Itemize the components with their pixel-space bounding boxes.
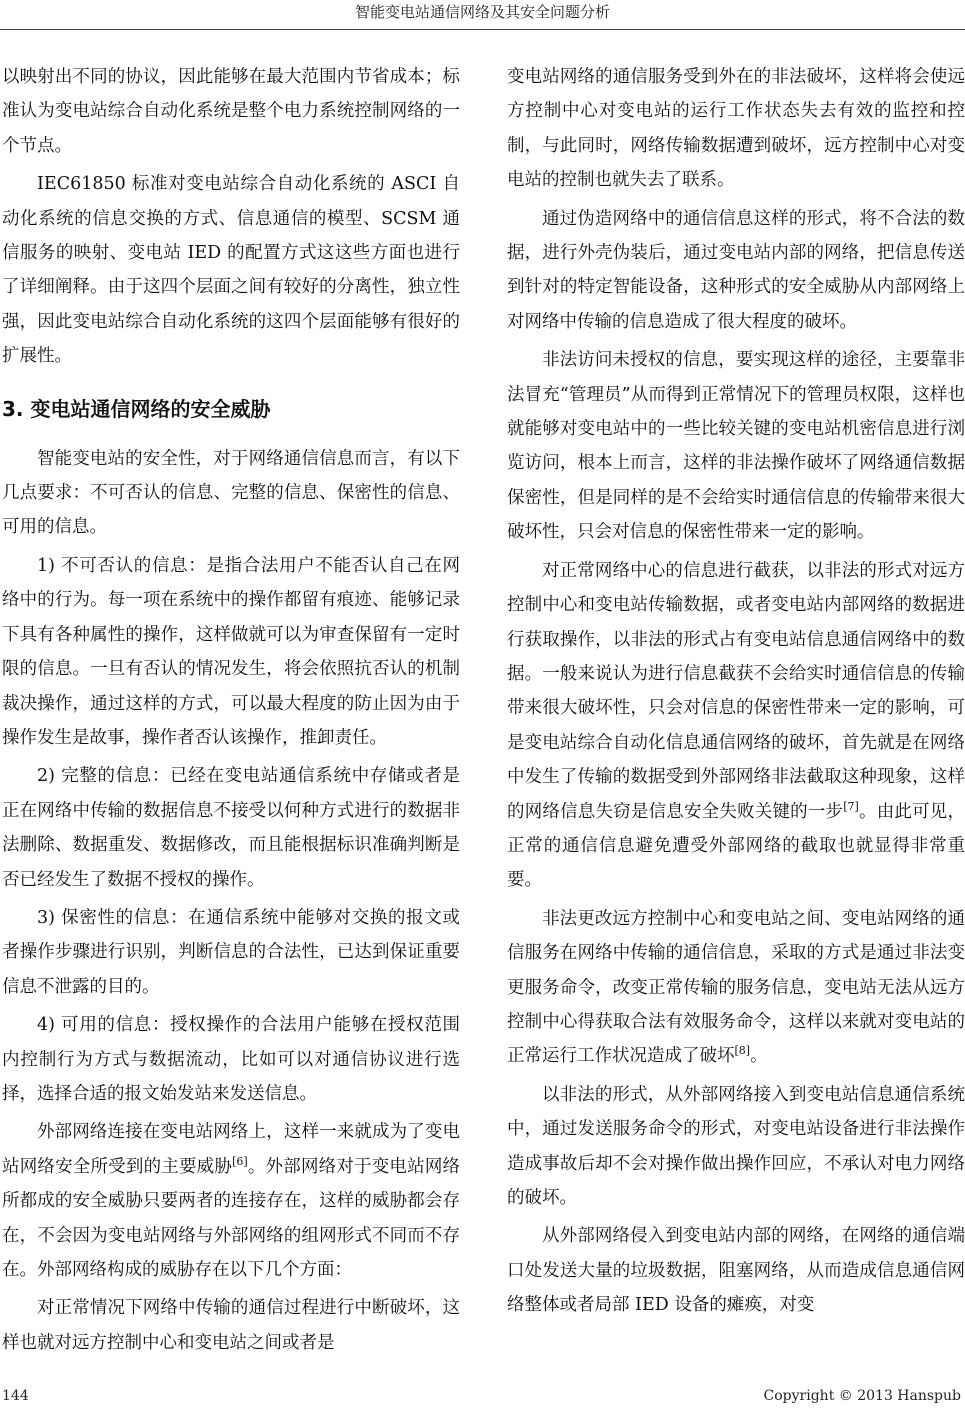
paragraph	[507, 554, 965, 898]
paragraph: 以非法的形式，从外部网络接入到变电站信息通信系统中，通过发送服务命令的形式，对变电站设备进行非法操作造成事故后却不会对操作做出操作回应，不承认对电力网络的破坏。	[507, 1084, 965, 1208]
running-header-title: 智能变电站通信网络及其安全问题分析	[354, 3, 610, 21]
paragraph-text: 。由此可见，正常的通信信息避免遭受外部网络的截取也就显得非常重要。	[507, 801, 965, 891]
running-header	[0, 0, 965, 30]
paragraph: 非法访问未授权的信息，要实现这样的途径，主要靠非法冒充“管理员”从而得到正常情况下的管理员权限，这样也就能够对变电站中的一些比较关键的变电站机密信息进行浏览访问，根本上而言，这样的非法操作破坏了网络通信数据保密性，但是同样的是不会给实时通信信息的传输带来很大破坏性，只会对信息的保密性带来一定的影响。	[507, 350, 965, 543]
paragraph: IEC61850 标准对变电站综合自动化系统的 ASCI 自动化系统的信息交换的方式、信息通信的模型、SCSM 通信服务的映射、变电站 IED 的配置方式这这些方面也进行了详细阐释。由于这四个层面之间有较好的分离性，独立性强，因此变电站综合自动化系统的这四个层面能够有很好的扩展性。	[2, 174, 460, 367]
right-column	[507, 60, 965, 1327]
paragraph-text: 对正常网络中心的信息进行截获，以非法的形式对远方控制中心和变电站传输数据，或者变电站内部网络的数据进行获取操作，以非法的形式占有变电站信息通信网络中的数据。一般来说认为进行信息截获不会给实时通信信息的传输带来很大破坏性，只会对信息的保密性带来一定的影响，可是变电站综合自动化信息通信网络的破坏，首先就是在网络中发生了传输的数据受到外部网络非法截取这种现象，这样的网络信息失窃是信息安全失败关键的一步	[507, 560, 965, 822]
paragraph: 4) 可用的信息：授权操作的合法用户能够在授权范围内控制行为方式与数据流动，比如可以对通信协议进行选择，选择合适的报文始发站来发送信息。	[2, 1015, 460, 1104]
paragraph-text: 外部网络连接在变电站网络上，这样一来就成为了变电站网络安全所受到的主要威胁	[2, 1122, 460, 1177]
paragraph: 对正常情况下网络中传输的通信过程进行中断破坏，这样也就对远方控制中心和变电站之间或者是	[2, 1298, 460, 1353]
paragraph: 通过伪造网络中的通信信息这样的形式，将不合法的数据，进行外壳伪装后，通过变电站内部的网络，把信息传送到针对的特定智能设备，这种形式的安全威胁从内部网络上对网络中传输的信息造成了很大程度的破坏。	[507, 208, 965, 332]
section-heading: 3. 变电站通信网络的安全威胁	[2, 396, 271, 421]
copyright-notice: Copyright © 2013 Hanspub	[763, 1388, 961, 1404]
paragraph	[2, 1115, 460, 1287]
paragraph: 以映射出不同的协议，因此能够在最大范围内节省成本；标准认为变电站综合自动化系统是整个电力系统控制网络的一个节点。	[2, 67, 460, 156]
citation-ref: [6]	[232, 1154, 248, 1168]
paragraph: 智能变电站的安全性，对于网络通信信息而言，有以下几点要求：不可否认的信息、完整的信息、保密性的信息、可用的信息。	[2, 448, 460, 538]
left-column	[2, 60, 460, 1364]
paragraph-text: 非法更改远方控制中心和变电站之间、变电站网络的通信服务在网络中传输的通信信息，采取的方式是通过非法变更服务命令，改变正常传输的服务信息，变电站无法从远方控制中心得获取合法有效服务命令，这样以来就对变电站的正常运行工作状况造成了破坏	[507, 908, 965, 1067]
citation-ref: [7]	[843, 799, 859, 813]
paragraph-text: 。外部网络对于变电站网络所都成的安全威胁只要两者的连接存在，这样的威胁都会存在，不会因为变电站网络与外部网络的组网形式不同而不存在。外部网络构成的威胁存在以下几个方面：	[2, 1156, 461, 1280]
paragraph: 2) 完整的信息：已经在变电站通信系统中存储或者是正在网络中传输的数据信息不接受以何种方式进行的数据非法删除、数据重发、数据修改，而且能根据标识准确判断是否已经发生了数据不授权的操作。	[2, 766, 460, 890]
citation-ref: [8]	[734, 1044, 751, 1058]
paragraph	[507, 902, 965, 1074]
paragraph: 3) 保密性的信息：在通信系统中能够对交换的报文或者操作步骤进行识别，判断信息的合法性，已达到保证重要信息不泄露的目的。	[2, 907, 460, 997]
header-divider	[0, 29, 965, 30]
page-number: 144	[2, 1388, 29, 1404]
paragraph: 从外部网络侵入到变电站内部的网络，在网络的通信端口处发送大量的垃圾数据，阻塞网络，从而造成信息通信网络整体或者局部 IED 设备的瘫痪，对变	[507, 1226, 965, 1316]
paragraph: 1) 不可否认的信息：是指合法用户不能否认自己在网络中的行为。每一项在系统中的操作都留有痕迹、能够记录下具有各种属性的操作，这样做就可以为审查保留有一定时限的信息。一旦有否认的情况发生，将会依照抗否认的机制裁决操作，通过这样的方式，可以最大程度的防止因为由于操作发生是故事，操作者否认该操作，推卸责任。	[2, 555, 460, 748]
paragraph: 变电站网络的通信服务受到外在的非法破坏，这样将会使远方控制中心对变电站的运行工作状态失去有效的监控和控制，与此同时，网络传输数据遭到破坏，远方控制中心对变电站的控制也就失去了联系。	[507, 67, 965, 191]
paragraph-text: 。	[750, 1046, 768, 1067]
